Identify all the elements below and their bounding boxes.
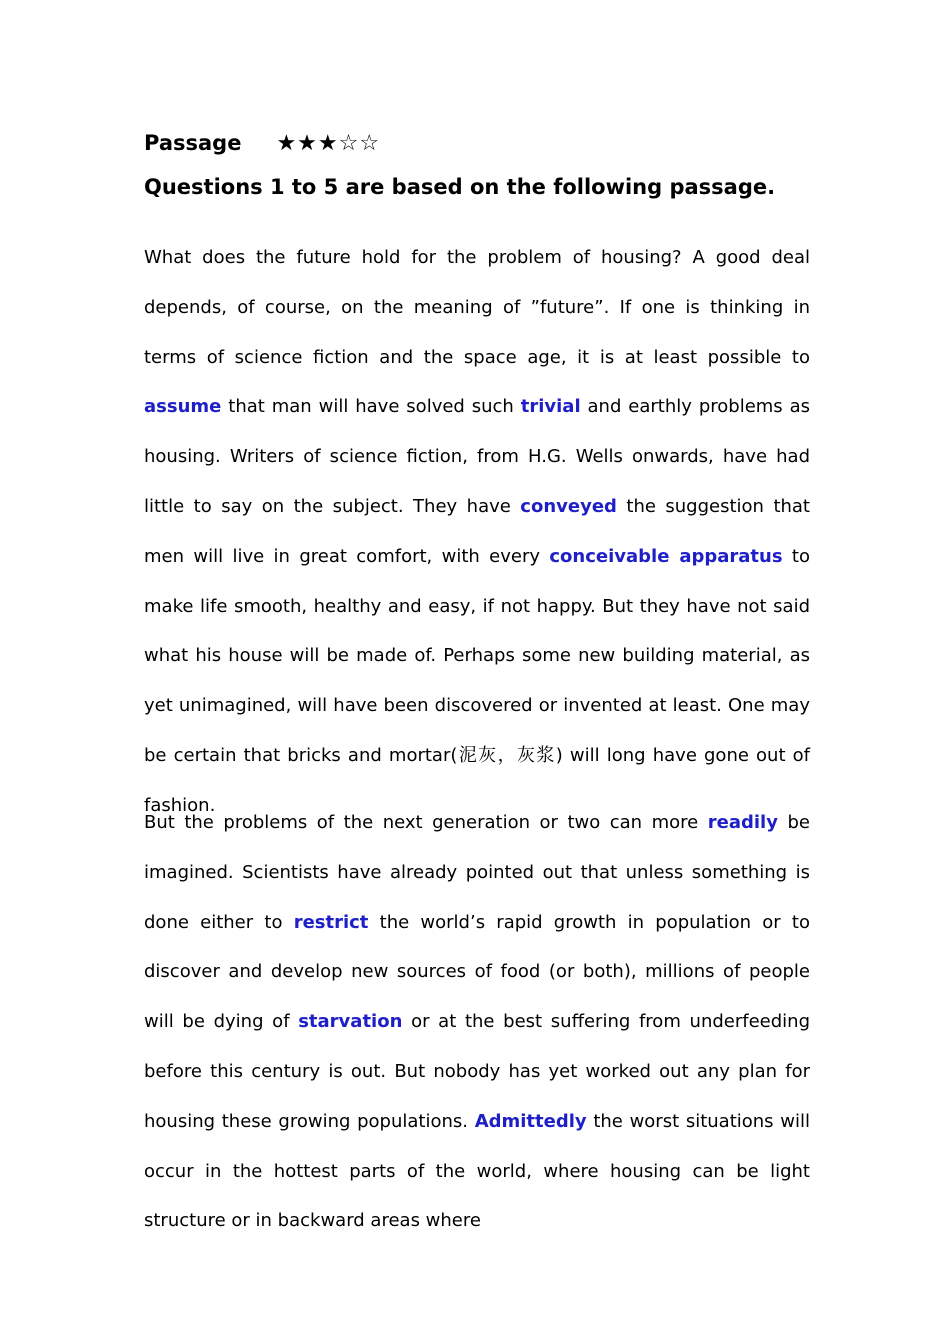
paragraph-text: to make life smooth, healthy and easy, if not happy. But they have not said what his house will be made of. Perhaps some new building material, as yet unimagined, will have been discovered or invented at least. One may be certain that bricks and mortar(泥灰，灰浆) will long have gone out of fashion.: [144, 545, 810, 816]
paragraph-text: But the problems of the next generation or two can more: [144, 812, 708, 833]
difficulty-stars-icon: ★★★☆☆: [276, 130, 381, 156]
instructions-heading: Questions 1 to 5 are based on the following passage.: [144, 175, 776, 199]
paragraph-text: be imagined. Scientists have already pointed out that unless something is done either to: [144, 812, 810, 933]
vocab-keyword: restrict: [293, 911, 369, 933]
paragraph-text: the worst situations will occur in the hottest parts of the world, where housing can be light structure or in backward areas where: [144, 1110, 810, 1232]
vocab-keyword: readily: [707, 812, 778, 833]
passage-paragraph-1: [144, 233, 810, 831]
passage-paragraph-2: [144, 798, 810, 1246]
vocab-keyword: Admittedly: [474, 1110, 587, 1132]
paragraph-text: the world’s rapid growth in population or to discover and develop new sources of food (or both), millions of people will be dying of: [144, 911, 810, 1033]
paragraph-text: that man will have solved such: [221, 396, 521, 418]
vocab-keyword: trivial: [520, 396, 581, 418]
vocab-keyword: conveyed: [520, 495, 617, 517]
paragraph-text: the suggestion that men will live in great comfort, with every: [144, 495, 810, 567]
vocab-keyword: starvation: [298, 1011, 403, 1033]
paragraph-text: and earthly problems as housing. Writers of science fiction, from H.G. Wells onwards, have had little to say on the subject. They have: [144, 396, 810, 517]
passage-heading: [144, 126, 380, 160]
passage-label: Passage: [144, 131, 242, 155]
vocab-keyword: conceivable apparatus: [549, 545, 783, 567]
paragraph-text: What does the future hold for the problem of housing? A good deal depends, of course, on the meaning of ”future”. If one is thinking in terms of science fiction and the space age, it is at least possible to: [144, 247, 810, 368]
paragraph-text: or at the best suffering from underfeeding before this century is out. But nobody has yet worked out any plan for housing these growing populations.: [144, 1011, 810, 1132]
vocab-keyword: assume: [144, 396, 222, 418]
